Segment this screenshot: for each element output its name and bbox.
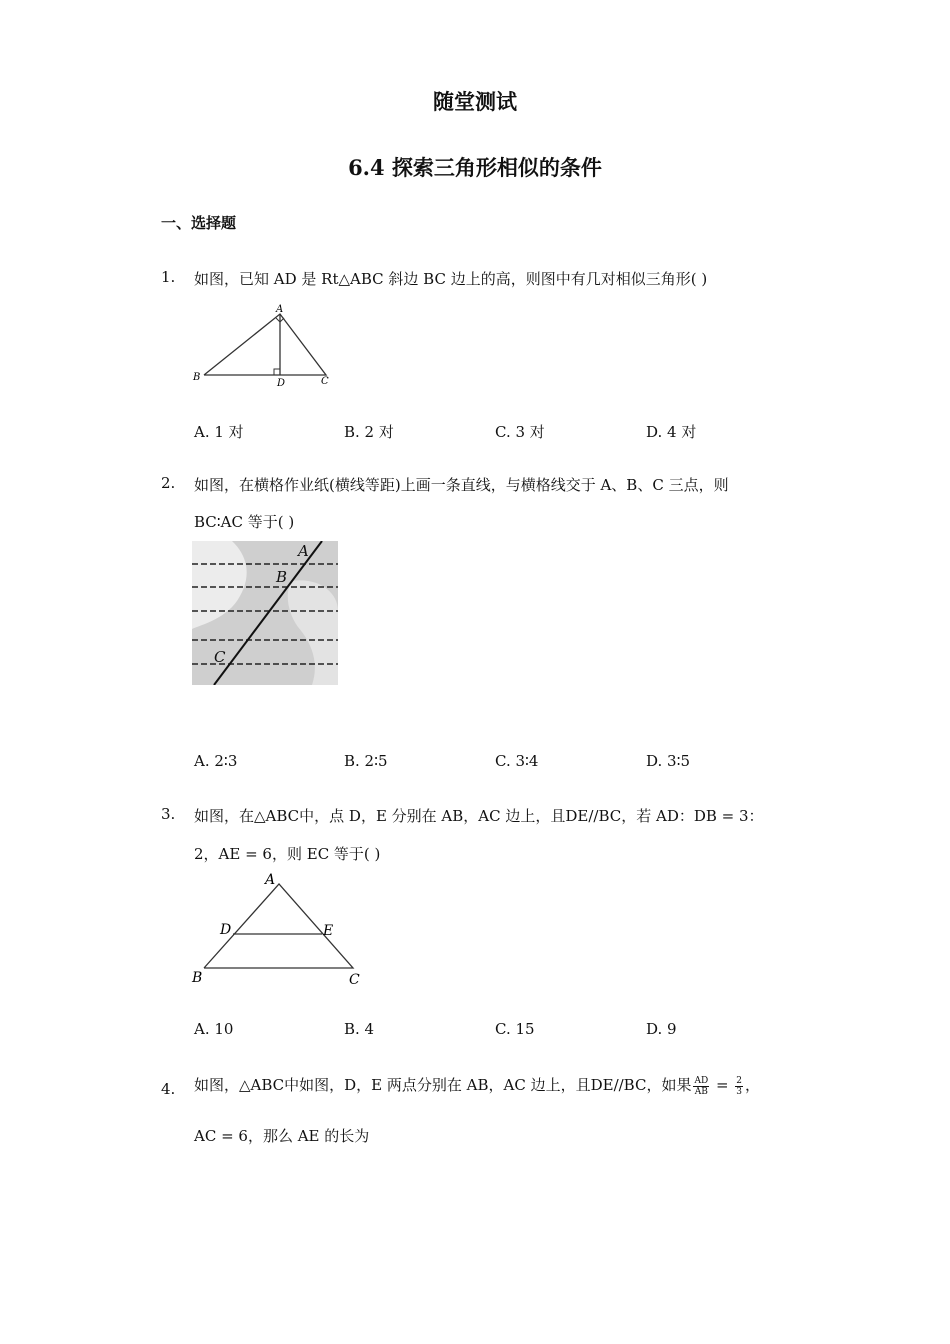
question-1-text: 如图，已知 AD 是 Rt△ABC 斜边 BC 边上的高，则图中有几对相似三角形( ) [194, 270, 708, 288]
question-2-option-a[interactable]: A. 2∶3 [194, 752, 238, 770]
question-4-text-line2: AC = 6，那么 AE 的长为 [194, 1127, 370, 1145]
page-title: 随堂测试 [433, 89, 517, 114]
label-d: D [220, 922, 232, 938]
question-2-figure [192, 541, 338, 685]
question-1-figure [190, 300, 340, 390]
fraction-numerator: AD [694, 1075, 709, 1086]
question-4-text-line1 [194, 1074, 760, 1097]
question-2-option-b[interactable]: B. 2∶5 [344, 752, 388, 770]
question-4-text-pre: 如图，△ABC中如图，D，E 两点分别在 AB，AC 边上，且DE//BC，如果 [194, 1076, 692, 1094]
page-subtitle: 6.4 探索三角形相似的条件 [348, 155, 602, 180]
triangle-abc [204, 314, 326, 375]
question-3-text-line1: 如图，在△ABC中，点 D，E 分别在 AB，AC 边上，且DE//BC，若 AD：DB = 3： [194, 807, 764, 825]
label-a: A [276, 304, 284, 315]
question-3-option-b[interactable]: B. 4 [344, 1020, 375, 1038]
question-4-number: 4. [161, 1080, 176, 1098]
question-2-number: 2. [161, 474, 176, 492]
fraction-numerator: 2 [736, 1075, 743, 1086]
label-c: C [214, 648, 226, 666]
fraction-denominator: AB [694, 1086, 708, 1097]
section-heading: 一、选择题 [161, 214, 237, 232]
fraction-ad-ab [693, 1076, 709, 1097]
question-3-option-a[interactable]: A. 10 [194, 1020, 234, 1038]
question-2-option-c[interactable]: C. 3∶4 [495, 752, 539, 770]
question-2-text-line1: 如图，在横格作业纸(横线等距)上画一条直线，与横格线交于 A、B、C 三点，则 [194, 476, 729, 494]
question-3-option-c[interactable]: C. 15 [495, 1020, 535, 1038]
label-a: A [265, 872, 276, 888]
label-c: C [349, 972, 360, 988]
label-c: C [321, 376, 329, 387]
question-4-text-post: ， [745, 1076, 761, 1094]
label-b: B [193, 372, 201, 383]
question-2-text-line2: BC∶AC 等于( ) [194, 513, 295, 531]
question-3-option-d[interactable]: D. 9 [646, 1020, 677, 1038]
question-1-number: 1. [161, 268, 176, 286]
question-3-number: 3. [161, 805, 176, 823]
label-a: A [298, 542, 309, 560]
question-1-option-d[interactable]: D. 4 对 [646, 423, 697, 441]
question-3-text-line2: 2，AE = 6，则 EC 等于( ) [194, 845, 381, 863]
question-2-option-d[interactable]: D. 3∶5 [646, 752, 691, 770]
label-e: E [323, 923, 334, 939]
right-angle-mark-d [274, 369, 280, 375]
label-d: D [277, 378, 286, 389]
fraction-two-thirds [735, 1076, 743, 1097]
label-b: B [192, 970, 203, 986]
fraction-denominator: 3 [736, 1086, 743, 1097]
equals-sign: = [711, 1076, 734, 1094]
question-1-option-a[interactable]: A. 1 对 [194, 423, 244, 441]
question-3-figure [190, 870, 365, 990]
question-1-option-b[interactable]: B. 2 对 [344, 423, 394, 441]
question-1-option-c[interactable]: C. 3 对 [495, 423, 545, 441]
label-b: B [276, 568, 288, 586]
